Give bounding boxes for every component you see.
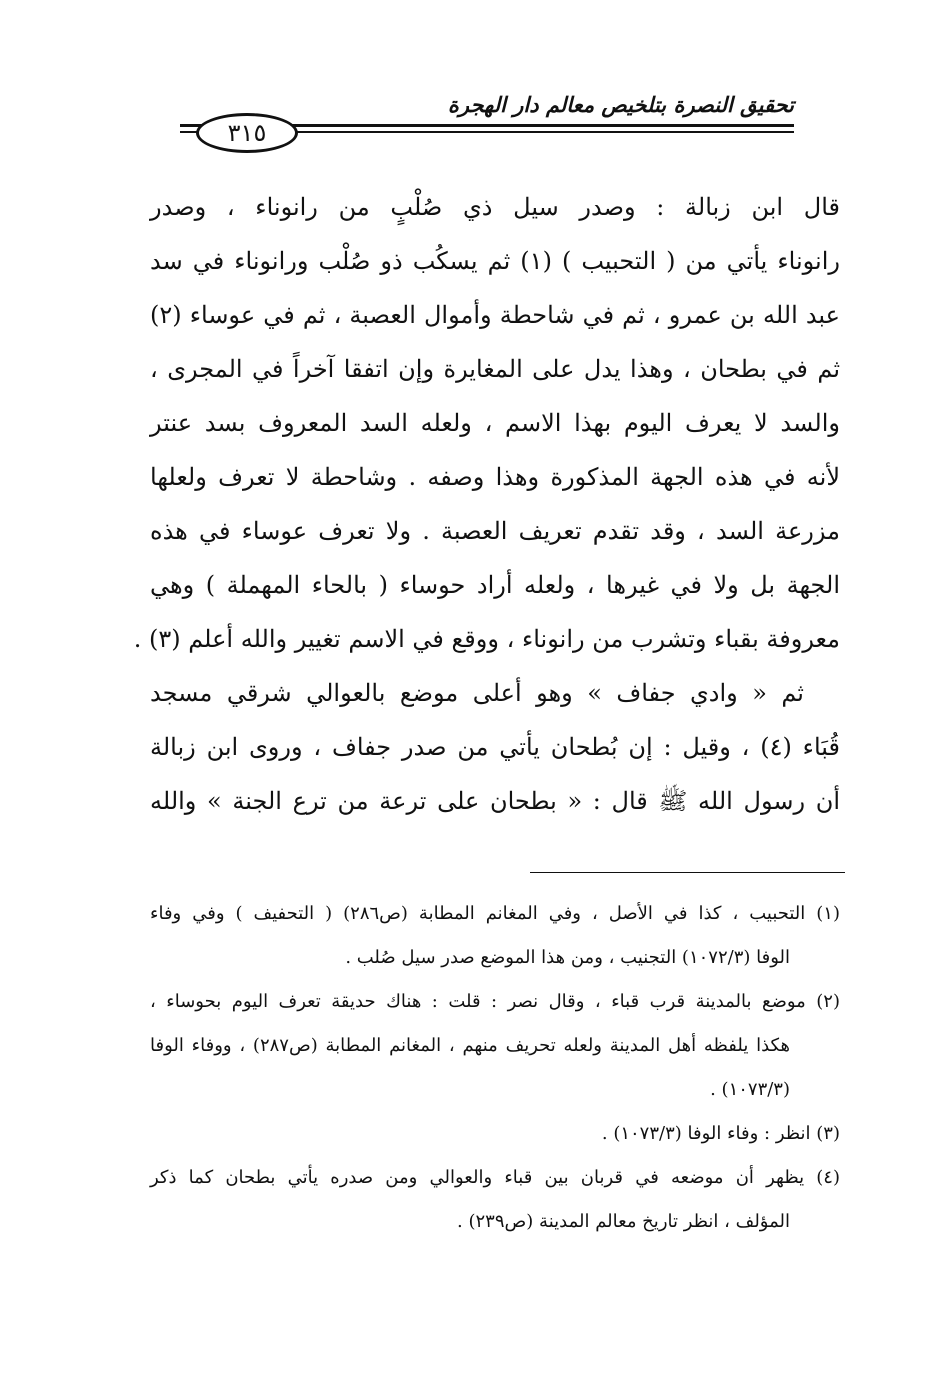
text-line: مزرعة السد ، وقد تقدم تعريف العصبة . ولا تعرف عوساء في هذه [150, 517, 840, 545]
text-line: قال ابن زبالة : وصدر سيل ذي صُلْبٍ من رانوناء ، وصدر [150, 193, 840, 221]
text-line: ثم « وادي جفاف » وهو أعلى موضع بالعوالي شرقي مسجد [150, 679, 804, 707]
text-line: معروفة بقباء وتشرب من رانوناء ، ووقع في الاسم تغيير والله أعلم (٣) . [133, 625, 840, 653]
text-line: رانوناء يأتي من ( التحبيب ) (١) ثم يسكُب ذو صُلْب ورانوناء في سد [150, 247, 840, 275]
footnote-line: (١) التحبيب ، كذا في الأصل ، وفي المغانم المطابة (ص٢٨٦) ( التحفيف ) وفي وفاء [150, 903, 840, 924]
text-line: لأنه في هذه الجهة المذكورة وهذا وصفه . وشاحطة لا تعرف ولعلها [150, 463, 841, 491]
text-line: عبد الله بن عمرو ، ثم في شاحطة وأموال العصبة ، ثم في عوساء (٢) [150, 301, 840, 329]
text-line: أن رسول الله ﷺ قال : « بطحان على ترعة من ترع الجنة » والله [150, 787, 840, 815]
running-title: تحقيق النصرة بتلخيص معالم دار الهجرة [447, 92, 794, 117]
footnote-line: (٣) انظر : وفاء الوفا (١٠٧٣/٣) . [601, 1123, 840, 1144]
text-line: والسد لا يعرف اليوم بهذا الاسم ، ولعله السد المعروف بسد عنتر [150, 409, 840, 437]
page-number: ٣١٥ [196, 113, 298, 153]
footnote-line: (٤) يظهر أن موضعه في قربان بين قباء والعوالي ومن صدره يأتي بطحان كما ذكر [150, 1167, 840, 1188]
text-line: قُبَاء (٤) ، وقيل : إن بُطحان يأتي من صدر جفاف ، وروى ابن زبالة [150, 733, 840, 761]
footnote-line: هكذا يلفظه أهل المدينة ولعله تحريف منهم ، المغانم المطابة (ص٢٨٧) ، ووفاء الوفا [150, 1035, 790, 1056]
footnote-line: الوفا (١٠٧٢/٣) التجنيب ، ومن هذا الموضع صدر سيل صُلب . [345, 947, 790, 968]
main-text [133, 180, 841, 828]
footnote-line: (١٠٧٣/٣) . [710, 1079, 790, 1100]
text-line: الجهة بل ولا في غيرها ، ولعله أراد حوساء ( بالحاء المهملة ) وهي [150, 571, 840, 599]
footnote-separator [530, 872, 845, 873]
footnote-line: (٢) موضع بالمدينة قرب قباء ، وقال نصر : قلت : هناك حديقة تعرف اليوم بحوساء ، [150, 991, 840, 1012]
footnotes [150, 892, 840, 1244]
footnote-line: المؤلف ، انظر تاريخ معالم المدينة (ص٢٣٩) . [457, 1211, 790, 1232]
text-line: ثم في بطحان ، وهذا يدل على المغايرة وإن اتفقا آخراً في المجرى ، [150, 355, 841, 383]
